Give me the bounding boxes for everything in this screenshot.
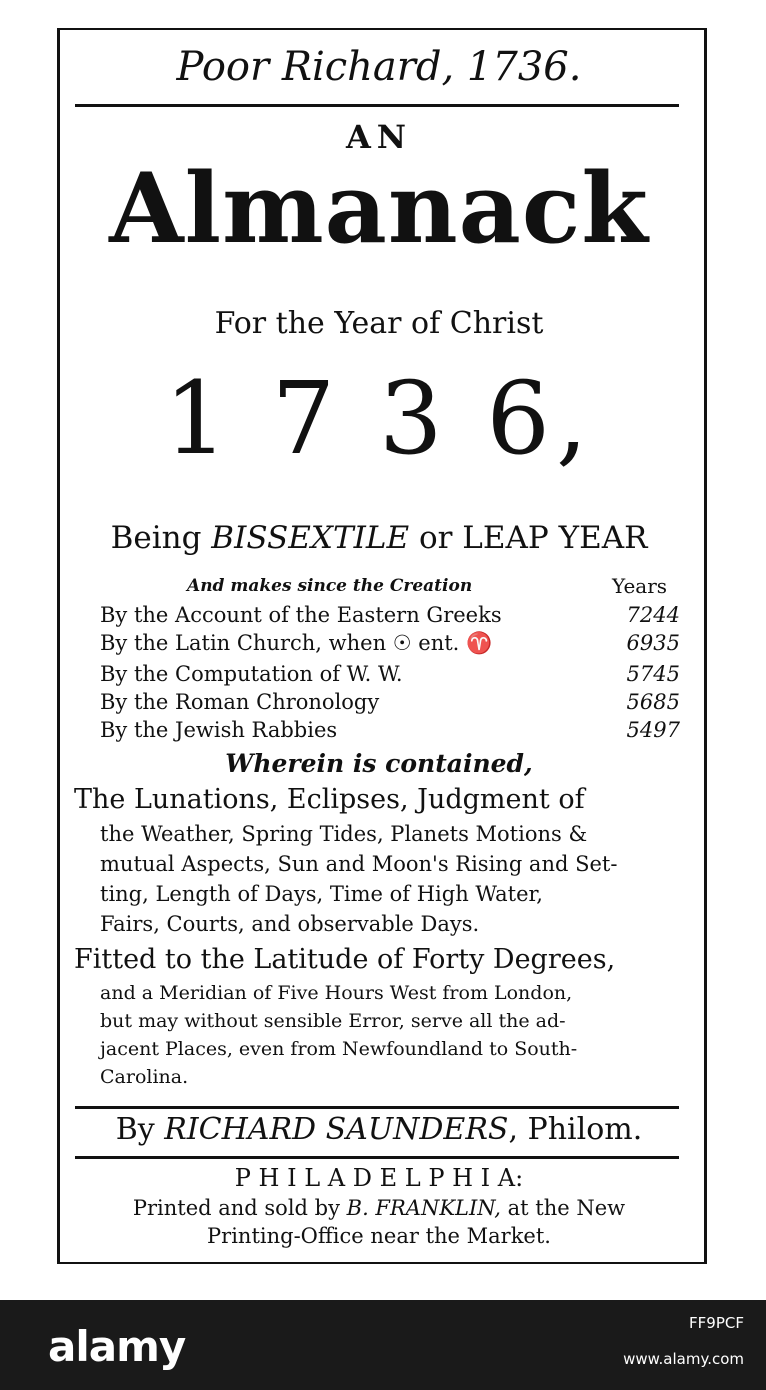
entry-years: 5685 (626, 690, 680, 714)
imprint-line-2: Printing-Office near the Market. (207, 1224, 551, 1248)
contents-line: The Lunations, Eclipses, Judgment of (74, 784, 585, 815)
entry-label: By the Computation of W. W. (100, 662, 403, 686)
imprint-city: P H I L A D E L P H I A: (234, 1164, 524, 1192)
leap-text-2: or LEAP YEAR (409, 520, 648, 556)
leap-text-1: Being (110, 520, 212, 556)
watermark-bar (0, 1300, 766, 1390)
header-title: Poor Richard, 1736. (176, 44, 582, 90)
entry-years: 5745 (626, 662, 680, 686)
entry-years: 6935 (626, 631, 680, 655)
contents-line: the Weather, Spring Tides, Planets Motions & (100, 822, 588, 846)
entry-label: By the Roman Chronology (100, 690, 380, 714)
contents-heading: Wherein is contained, (225, 749, 533, 778)
leap-year-line (57, 520, 701, 556)
imprint-printer: B. FRANKLIN, (346, 1196, 501, 1220)
image-id: FF9PCF (689, 1314, 744, 1332)
creation-entry (100, 690, 680, 716)
creation-heading: And makes since the Creation (187, 576, 473, 596)
title-almanack: Almanack (109, 152, 649, 265)
latitude-line: but may without sensible Error, serve all the ad- (100, 1010, 566, 1032)
title-year: 1 7 3 6, (164, 360, 594, 477)
imprint-text-b: at the New (500, 1196, 626, 1220)
alamy-logo: alamy (48, 1322, 186, 1371)
entry-label: By the Jewish Rabbies (100, 718, 338, 742)
title-for-year: For the Year of Christ (214, 306, 544, 341)
site-url: www.alamy.com (623, 1350, 744, 1368)
author-name: RICHARD SAUNDERS (164, 1112, 509, 1147)
entry-label: By the Latin Church, when ☉ ent. ♈ (100, 631, 493, 655)
author-suffix: , Philom. (508, 1112, 643, 1147)
header-rule (75, 104, 679, 107)
author-by: By (115, 1112, 165, 1147)
contents-line: Fairs, Courts, and observable Days. (100, 912, 480, 936)
entry-years: 5497 (626, 718, 680, 742)
contents-line: ting, Length of Days, Time of High Water, (100, 882, 543, 906)
entry-label: By the Account of the Eastern Greeks (100, 603, 502, 627)
latitude-line: Carolina. (100, 1066, 189, 1088)
author-rule-bottom (75, 1156, 679, 1159)
latitude-line: Fitted to the Latitude of Forty Degrees, (74, 944, 616, 975)
creation-entry (100, 603, 680, 629)
latitude-line: and a Meridian of Five Hours West from London, (100, 982, 573, 1004)
contents-line: mutual Aspects, Sun and Moon's Rising and Set- (100, 852, 618, 876)
author-line (57, 1112, 701, 1147)
imprint-line-1 (57, 1196, 701, 1220)
author-rule-top (75, 1106, 679, 1109)
creation-entry (100, 662, 680, 688)
imprint-text-a: Printed and sold by (132, 1196, 347, 1220)
years-label: Years (612, 574, 668, 598)
title-an: AN (345, 118, 413, 156)
latitude-line: jacent Places, even from Newfoundland to South- (100, 1038, 578, 1060)
creation-entry (100, 631, 680, 657)
entry-years: 7244 (626, 603, 680, 627)
creation-entry (100, 718, 680, 744)
leap-bissextile: BISSEXTILE (211, 520, 410, 556)
